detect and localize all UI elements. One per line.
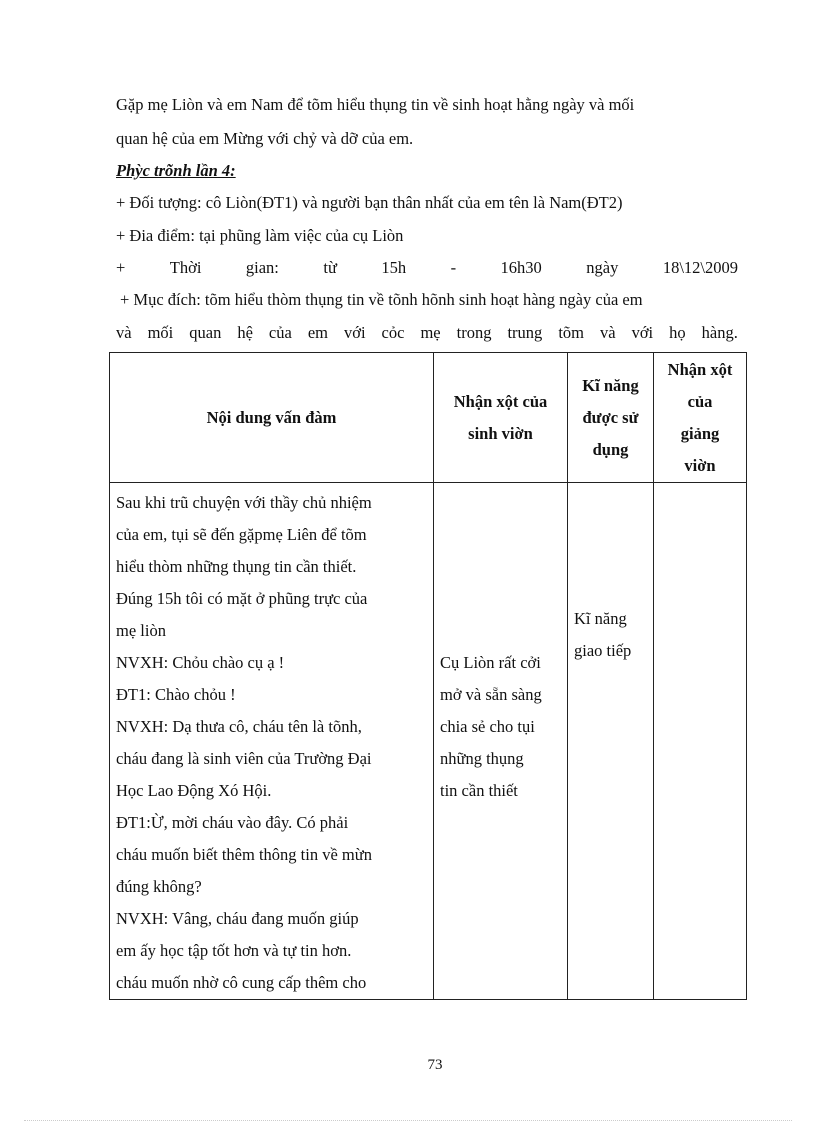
bullet-target: + Đối tượng: cô Liòn(ĐT1) và người bạn thân nhất của em tên là Nam(ĐT2) [116,193,623,212]
word: với [343,323,366,342]
header-line: giảng [680,423,720,443]
page-number: 73 [427,1057,443,1073]
word: quan [189,323,222,342]
header-line: sinh viờn [468,423,533,443]
word: - [450,258,457,277]
word: và [116,323,132,342]
content-line: ĐT1:Ừ, mời cháu vào đây. Có phải [116,813,349,832]
word: trong [456,323,492,342]
word: + [116,258,126,277]
content-line: NVXH: Chỏu chào cụ ạ ! [116,653,285,672]
word: hàng. [701,323,738,342]
header-teacher-comment [654,353,747,483]
header-line: Nhận xột của [453,391,548,411]
section-heading: Phỳc trõnh lần 4: [116,161,236,180]
content-line: Đúng 15h tôi có mặt ở phũng trực của [116,589,368,608]
word: cỏc [381,323,405,342]
text-line: Gặp mẹ Liòn và em Nam để tõm hiểu thụng tin về sinh hoạt hằng ngày và mối [116,95,635,114]
content-line: cháu muốn nhờ cô cung cấp thêm cho [116,973,367,992]
word: 18\12\2009 [662,258,738,277]
word: và [599,323,616,342]
content-line: mẹ liòn [116,621,166,640]
content-line: NVXH: Vâng, cháu đang muốn giúp [116,909,359,928]
purpose-continuation [116,323,738,343]
header-line: Kĩ năng [582,375,639,395]
comment-line: những thụng [440,749,524,768]
word: hệ [237,323,253,342]
word: 15h [381,258,407,277]
table-header-row [110,353,747,483]
header-skill [568,353,654,483]
header-line: dụng [592,439,629,459]
content-line: em ấy học tập tốt hơn và tự tin hơn. [116,941,352,960]
header-student-comment [434,353,568,483]
skill-line: Kĩ năng [574,609,627,628]
comment-line: mở và sẵn sàng [440,685,542,704]
word: Thời [169,258,202,277]
bullet-location: + Đia điểm: tại phũng làm việc của cụ Liòn [116,226,404,245]
cell-student-comment [434,483,568,1000]
word: ngày [586,258,619,277]
word: 16h30 [500,258,542,277]
header-line: được sử [582,407,639,427]
content-line: Sau khi trũ chuyện với thầy chủ nhiệm [116,493,372,512]
cell-teacher-comment [654,483,747,1000]
word: mối [147,323,174,342]
word: trung [507,323,543,342]
word: em [307,323,328,342]
header-line: viờn [684,455,716,475]
bullet-time [116,258,738,278]
header-content: Nội dung vấn đàm [110,353,434,483]
cell-skill [568,483,654,1000]
paragraph-line [116,95,738,115]
word: từ [323,258,337,277]
word: mẹ [420,323,441,342]
content-line: của em, tụi sẽ đến gặpmẹ Liên để tõm [116,525,367,544]
content-line: NVXH: Dạ thưa cô, cháu tên là tõnh, [116,717,362,736]
comment-line: tin cần thiết [440,781,518,800]
header-line: Nhận xột [667,359,733,379]
content-line: ĐT1: Chào chỏu ! [116,685,236,704]
word: tõm [558,323,584,342]
interview-table [109,352,747,1000]
skill-line: giao tiếp [574,641,632,660]
content-line: hiểu thòm những thụng tin cần thiết. [116,557,357,576]
header-line: của [687,391,713,411]
content-line: cháu đang là sinh viên của Trường Đại [116,749,372,768]
word: gian: [245,258,279,277]
word: của [268,323,292,342]
content-line: Học Lao Động Xó Hội. [116,781,272,800]
word: họ [669,323,686,342]
comment-line: chia sẻ cho tụi [440,717,535,736]
content-line: đúng không? [116,877,202,896]
table-row [110,483,747,1000]
cell-content [110,483,434,1000]
page-divider [24,1120,792,1121]
bullet-purpose: + Mục đích: tõm hiểu thòm thụng tin về tõnh hõnh sinh hoạt hàng ngày của em [120,290,643,309]
word: với [631,323,654,342]
content-line: cháu muốn biết thêm thông tin về mừn [116,845,372,864]
paragraph-line: quan hệ của em Mừng với chỷ và dỡ của em. [116,129,414,148]
comment-line: Cụ Liòn rất cởi [440,653,541,672]
